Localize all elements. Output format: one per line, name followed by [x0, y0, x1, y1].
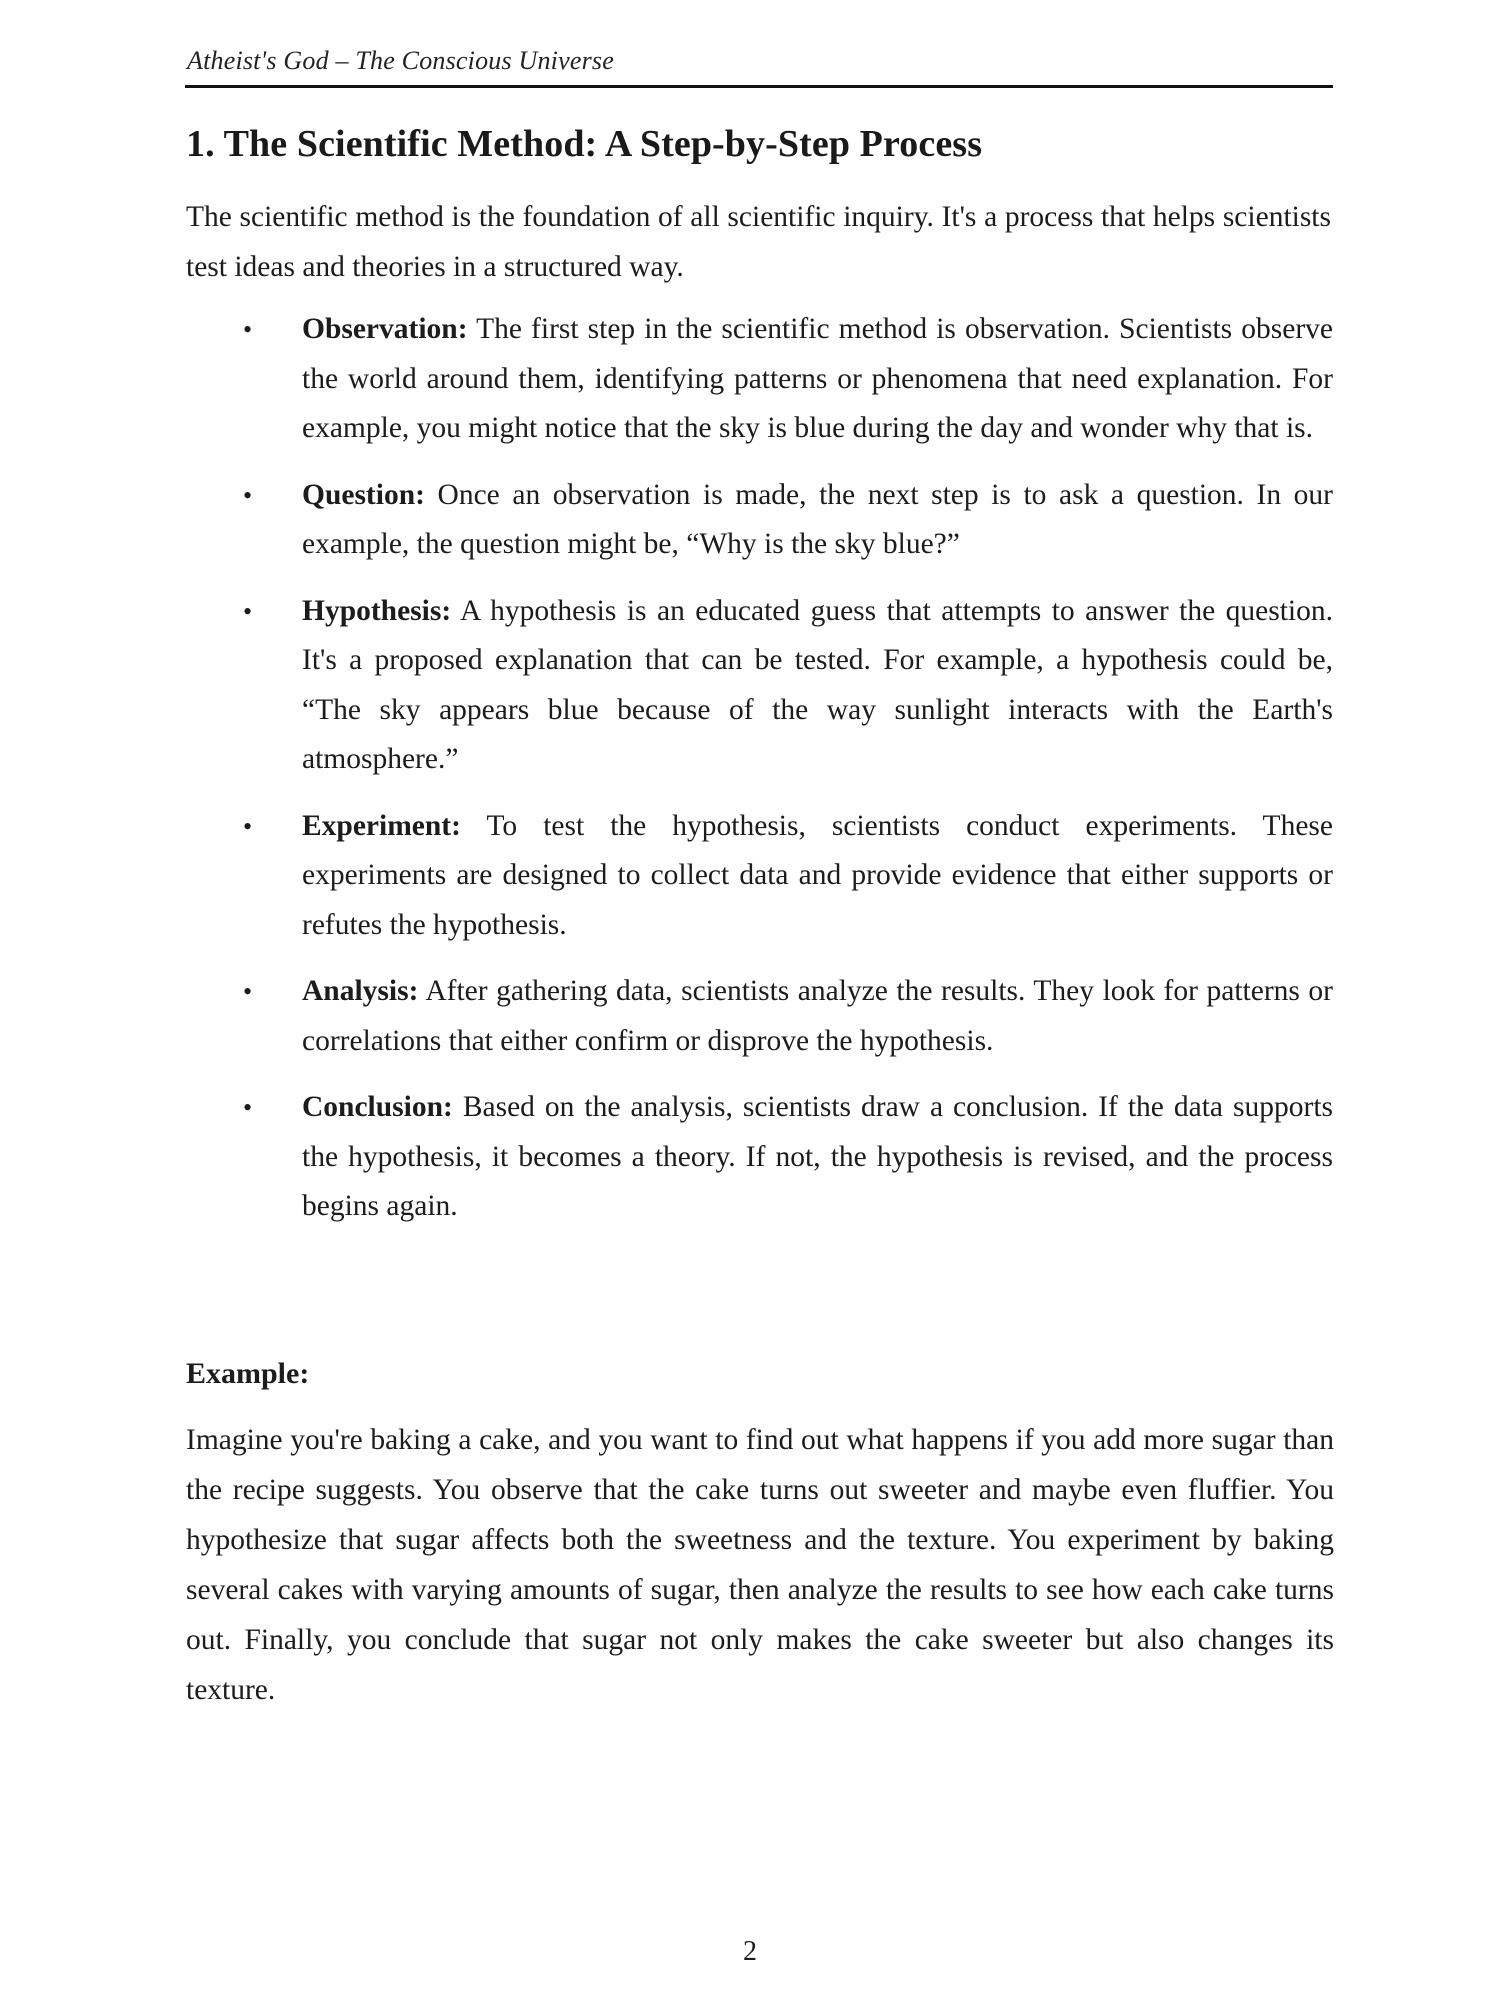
- page-number: 2: [743, 1936, 757, 1967]
- bullet-icon: •: [243, 1093, 253, 1122]
- intro-paragraph: The scientific method is the foundation of all scientific inquiry. It's a process that helps scientists test ideas and theories in a structured way.: [186, 201, 1331, 283]
- header-rule: [185, 85, 1333, 88]
- step-term: Question:: [302, 478, 425, 511]
- step-text: After gathering data, scientists analyze the results. They look for patterns or correlations that either confirm or disprove the hypothesis.: [302, 975, 1333, 1057]
- step-term: Observation:: [302, 313, 468, 345]
- step-text: Based on the analysis, scientists draw a conclusion. If the data supports the hypothesis, it becomes a theory. If not, the hypothesis is revised, and the process begins again.: [302, 1091, 1334, 1222]
- example-paragraph: Imagine you're baking a cake, and you want to find out what happens if you add more sugar than the recipe suggests. You observe that the cake turns out sweeter and maybe even fluffier. You hypothesize that sugar affects both the sweetness and the texture. You experiment by baking several cakes with varying amounts of sugar, then analyze the results to see how each cake turns out. Finally, you conclude that sugar not only makes the cake sweeter but also changes its texture.: [186, 1424, 1334, 1706]
- step-text: The first step in the scientific method is observation. Scientists observe the world around them, identifying patterns or phenomena that need explanation. For example, you might notice that the sky is blue during the day and wonder why that is.: [302, 313, 1333, 444]
- step-text: Once an observation is made, the next step is to ask a question. In our example, the question might be, “Why is the sky blue?”: [302, 478, 1334, 560]
- list-item-hypothesis: [243, 587, 1333, 785]
- bullet-icon: •: [243, 315, 253, 344]
- list-item-experiment: [243, 802, 1333, 951]
- list-item-conclusion: [243, 1083, 1333, 1232]
- step-term: Hypothesis:: [302, 594, 452, 627]
- step-text: A hypothesis is an educated guess that attempts to answer the question. It's a proposed explanation that can be tested. For example, a hypothesis could be, “The sky appears blue because of the way sunlight interacts with the Earth's atmosphere.”: [302, 594, 1333, 775]
- step-term: Experiment:: [302, 809, 461, 842]
- bullet-icon: •: [243, 977, 253, 1006]
- list-item-observation: [243, 305, 1333, 454]
- step-term: Analysis:: [302, 975, 419, 1007]
- steps-list: [243, 305, 1333, 1249]
- step-text: To test the hypothesis, scientists conduct experiments. These experiments are designed to collect data and provide evidence that either supports or refutes the hypothesis.: [302, 809, 1333, 941]
- list-item-analysis: [243, 967, 1333, 1066]
- list-item-question: [243, 471, 1333, 570]
- example-heading: Example:: [186, 1357, 310, 1390]
- bullet-icon: •: [243, 811, 253, 841]
- running-header: Atheist's God – The Conscious Universe: [187, 46, 614, 75]
- section-heading: 1. The Scientific Method: A Step-by-Step Process: [186, 123, 983, 165]
- bullet-icon: •: [243, 596, 253, 626]
- bullet-icon: •: [243, 480, 253, 510]
- step-term: Conclusion:: [302, 1091, 453, 1123]
